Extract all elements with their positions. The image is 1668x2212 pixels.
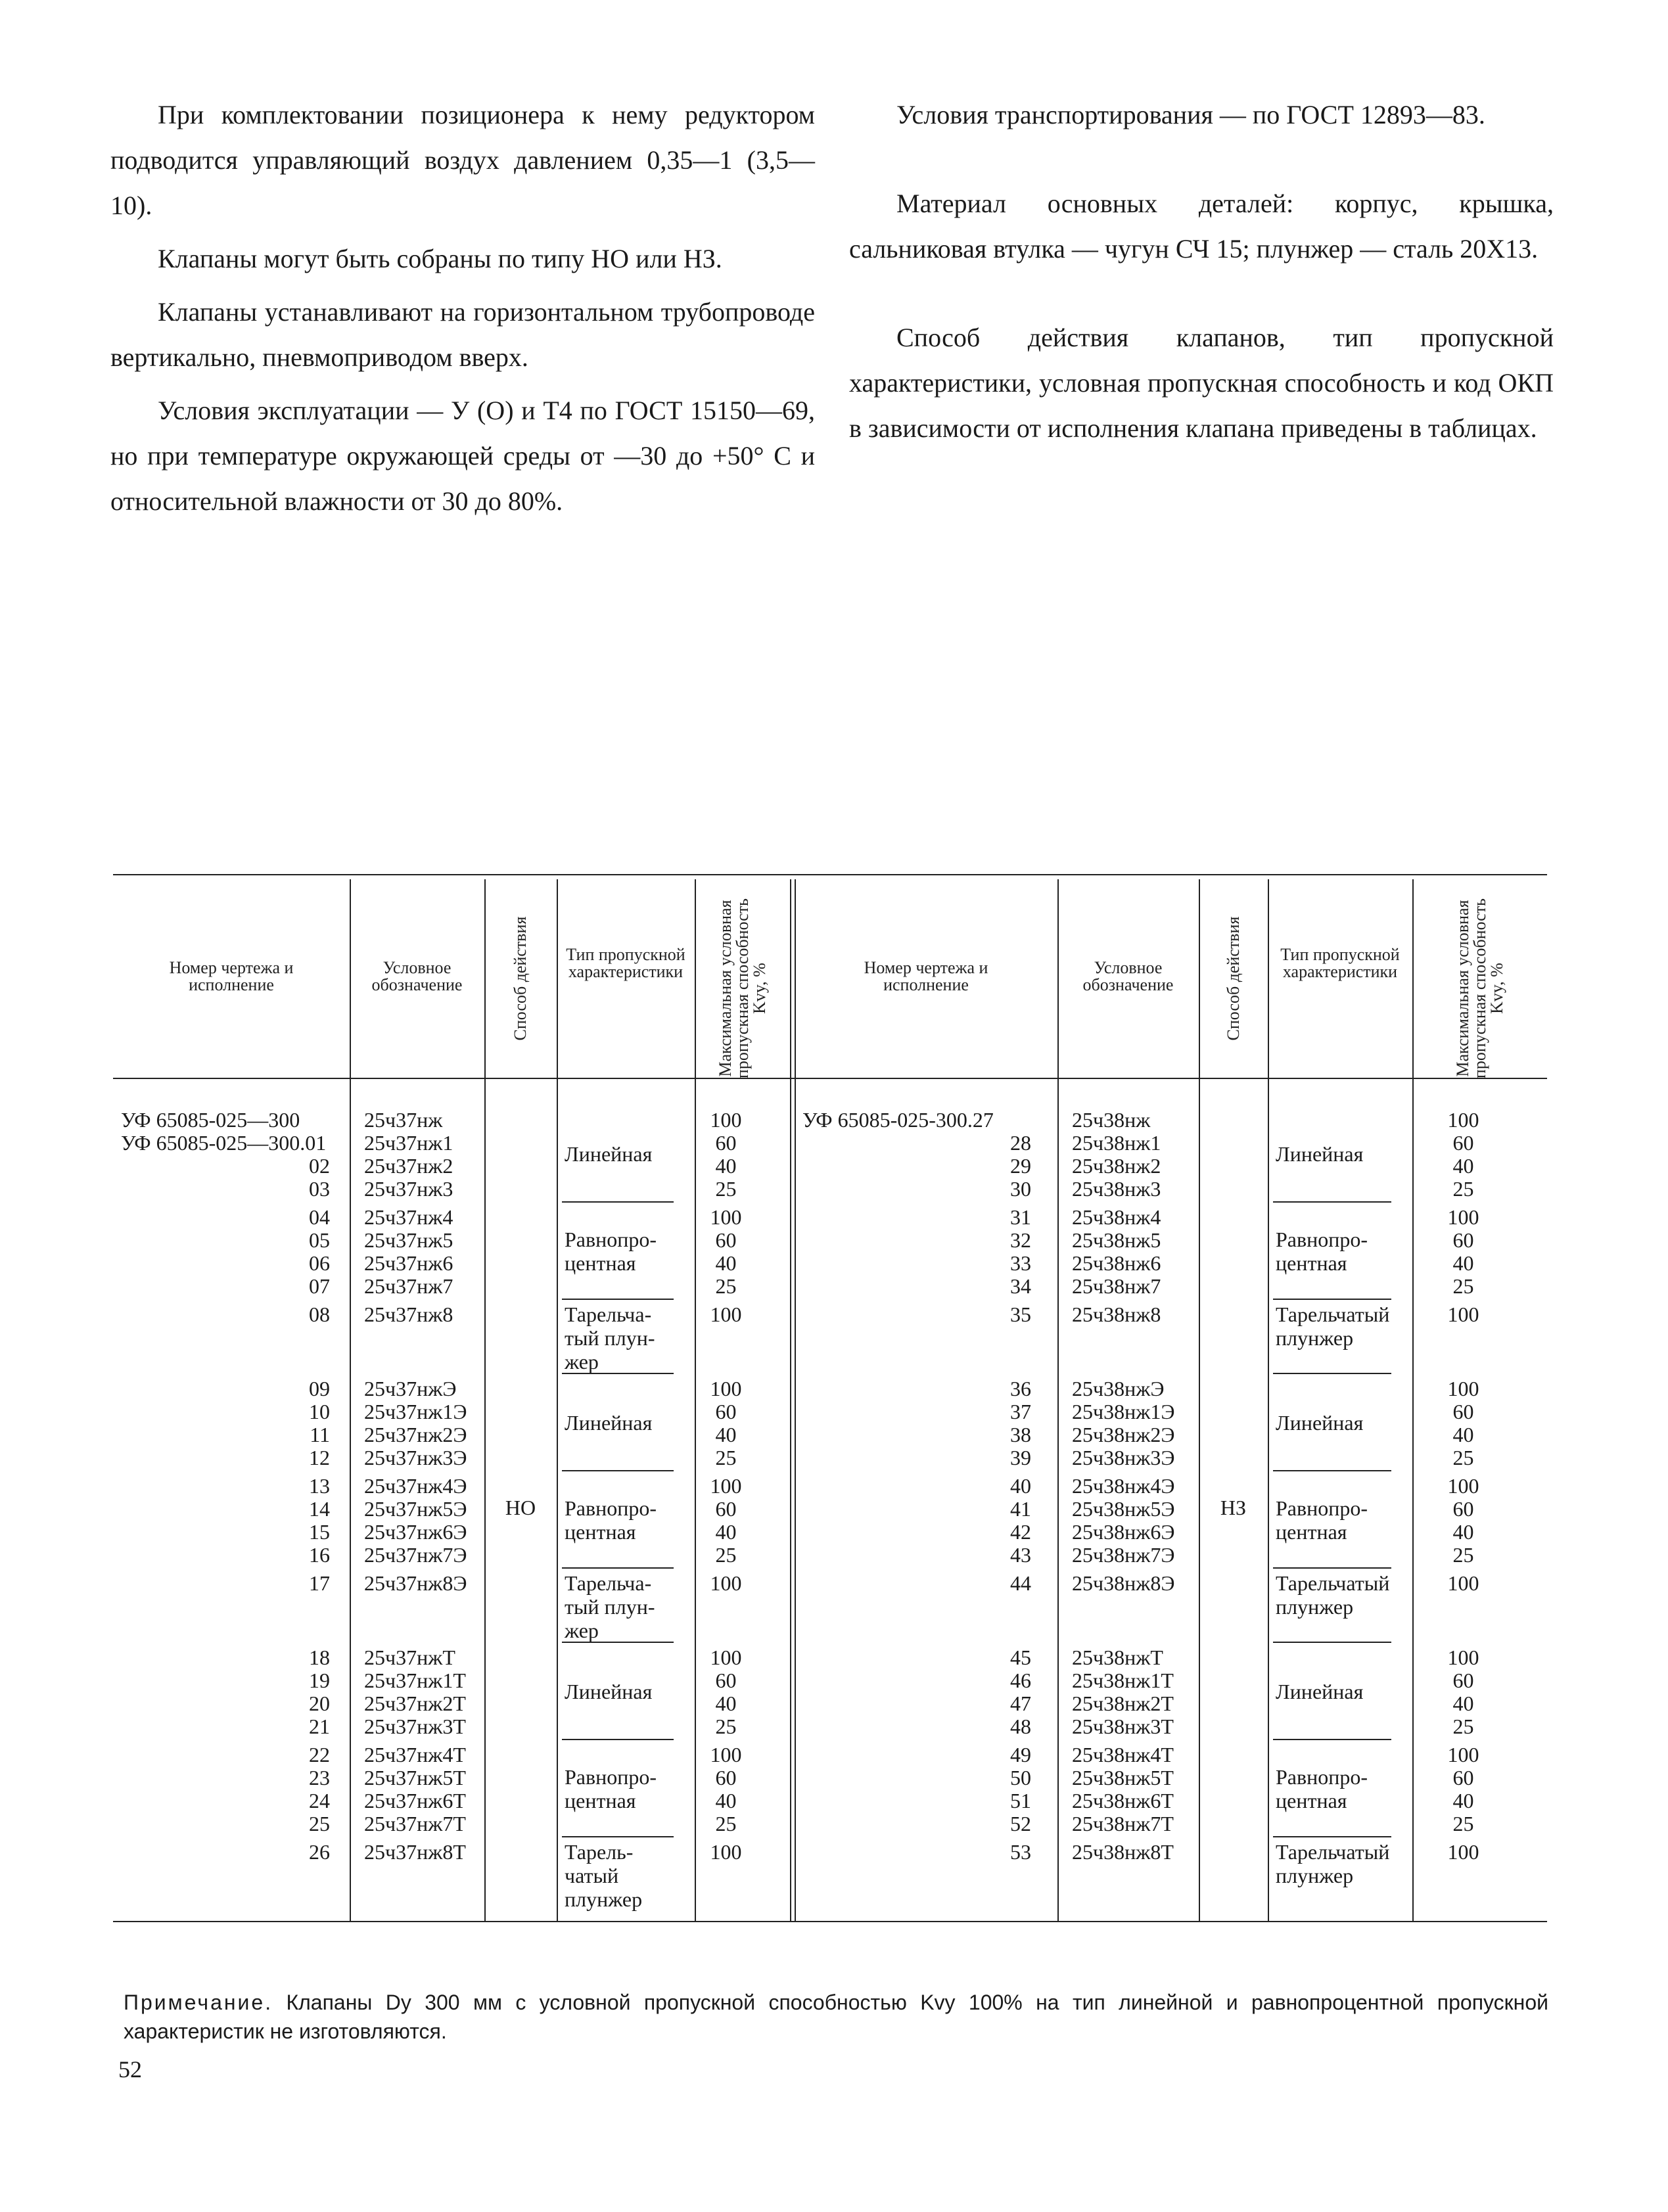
left-drawing-cell: 22 [309,1743,330,1766]
left-char-type-cell: Линейная [565,1411,653,1435]
left-drawing-cell: 23 [309,1766,330,1789]
right-designation-cell: 25ч38нжТ [1072,1646,1163,1669]
left-capacity-cell: 100 [710,1474,742,1498]
left-char-type-cell: Тарельчатый плунжер [565,1840,643,1911]
right-designation-cell: 25ч38нж2Т [1072,1692,1174,1715]
left-designation-cell: 25ч37нж8Т [364,1840,466,1864]
left-char-type-cell: Линейная [565,1142,653,1166]
right-designation-cell: 25ч38нж3Э [1072,1446,1175,1469]
right-capacity-cell: 100 [1447,1474,1479,1498]
left-char-type-cell: Линейная [565,1680,653,1703]
right-text-column [849,92,1554,494]
right-designation-cell: 25ч38нж7 [1072,1274,1161,1298]
right-capacity-cell: 25 [1452,1446,1474,1469]
right-capacity-cell: 60 [1452,1400,1474,1423]
right-designation-cell: 25ч38нж2Э [1072,1423,1175,1446]
left-group-separator [562,1299,674,1300]
right-capacity-cell: 100 [1447,1377,1479,1400]
right-capacity-cell: 60 [1452,1669,1474,1692]
left-designation-cell: 25ч37нж2Э [364,1423,467,1446]
left-designation-cell: 25ч37нж6Э [364,1520,467,1544]
paragraph: При комплектовании позиционера к нему редуктором подводится управляющий воздух давлением 0,35—1 (3,5—10). [110,100,815,220]
right-drawing-cell: 52 [1010,1812,1031,1835]
left-capacity-cell: 40 [715,1423,737,1446]
left-drawing-cell: 07 [309,1274,330,1298]
right-char-type-cell: Равнопроцентная [1276,1765,1368,1812]
left-capacity-cell: 40 [715,1154,737,1178]
left-capacity-cell: 40 [715,1789,737,1812]
middle-divider [790,879,791,1921]
right-drawing-cell: 41 [1010,1497,1031,1521]
left-capacity-cell: 100 [710,1743,742,1766]
right-designation-cell: 25ч38нж4Т [1072,1743,1174,1766]
right-drawing-cell: 34 [1010,1274,1031,1298]
left-group-separator [562,1836,674,1837]
right-capacity-cell: 40 [1452,1789,1474,1812]
right-capacity-cell: 100 [1447,1302,1479,1326]
left-designation-cell: 25ч37нж6Т [364,1789,466,1812]
left-group-separator [562,1739,674,1740]
right-drawing-cell: 32 [1010,1228,1031,1252]
right-drawing-cell: 30 [1010,1177,1031,1201]
left-column-rule [557,879,558,1921]
right-designation-cell: 25ч38нж7Э [1072,1543,1175,1567]
left-designation-cell: 25ч37нж1Т [364,1669,466,1692]
right-group-separator [1273,1739,1391,1740]
right-char-type-cell: Тарельчатый плунжер [1276,1840,1390,1887]
left-capacity-cell: 100 [710,1377,742,1400]
left-capacity-cell: 40 [715,1692,737,1715]
right-designation-cell: 25ч38нжЭ [1072,1377,1165,1400]
right-designation-cell: 25ч38нж1 [1072,1131,1161,1155]
right-capacity-cell: 60 [1452,1766,1474,1789]
right-header-action: Способ действия [1223,916,1243,1041]
left-designation-cell: 25ч37нж5 [364,1228,453,1252]
right-char-type-cell: Тарельчатый плунжер [1276,1302,1390,1350]
left-drawing-cell: 10 [309,1400,330,1423]
right-drawing-cell: 40 [1010,1474,1031,1498]
right-drawing-cell: 53 [1010,1840,1031,1864]
left-capacity-cell: 25 [715,1446,737,1469]
right-column-rule [1199,879,1200,1921]
right-capacity-cell: 40 [1452,1520,1474,1544]
right-capacity-cell: 100 [1447,1743,1479,1766]
note-label: Примечание. [124,1991,273,2014]
left-designation-cell: 25ч37нж6 [364,1251,453,1275]
left-capacity-cell: 40 [715,1520,737,1544]
left-char-type-cell: Равнопроцентная [565,1228,657,1275]
left-drawing-cell: 13 [309,1474,330,1498]
right-designation-cell: 25ч38нж6 [1072,1251,1161,1275]
right-capacity-cell: 25 [1452,1274,1474,1298]
left-capacity-cell: 100 [710,1108,742,1132]
left-action-label: НО [505,1496,536,1519]
right-designation-cell: 25ч38нж8Э [1072,1571,1175,1595]
right-drawing-cell: 39 [1010,1446,1031,1469]
left-drawing-cell: 08 [309,1302,330,1326]
right-designation-cell: 25ч38нж1Т [1072,1669,1174,1692]
right-designation-cell: 25ч38нж6Т [1072,1789,1174,1812]
left-designation-cell: 25ч37нж7Э [364,1543,467,1567]
left-drawing-cell: 12 [309,1446,330,1469]
left-designation-cell: 25ч37нж [364,1108,443,1132]
left-char-type-cell: Тарельчатый плунжер [565,1302,655,1373]
right-capacity-cell: 40 [1452,1251,1474,1275]
left-designation-cell: 25ч37нж4Т [364,1743,466,1766]
right-drawing-cell: 29 [1010,1154,1031,1178]
left-drawing-cell: 20 [309,1692,330,1715]
left-header-designation: Условное обозначение [371,958,463,994]
right-header-capacity: Максимальная условная пропускная способность Kvy, % [1452,898,1506,1079]
left-designation-cell: 25ч37нж4 [364,1205,453,1229]
right-capacity-cell: 25 [1452,1715,1474,1738]
left-drawing-cell: 09 [309,1377,330,1400]
left-text-column [110,92,815,532]
left-char-type-cell: Равнопроцентная [565,1765,657,1812]
table-top-rule [113,874,1547,875]
left-drawing-cell: УФ 65085-025—300 [121,1108,300,1132]
right-designation-cell: 25ч38нж1Э [1072,1400,1175,1423]
left-capacity-cell: 60 [715,1766,737,1789]
right-designation-cell: 25ч38нж5Т [1072,1766,1174,1789]
right-char-type-cell: Тарельчатый плунжер [1276,1571,1390,1619]
left-header-action: Способ действия [511,916,530,1041]
left-drawing-cell: 02 [309,1154,330,1178]
left-capacity-cell: 100 [710,1840,742,1864]
right-capacity-cell: 40 [1452,1692,1474,1715]
left-char-type-cell: Тарельчатый плунжер [565,1571,655,1642]
right-char-type-cell: Линейная [1276,1411,1364,1435]
left-header-drawing: Номер чертежа и исполнение [169,958,294,994]
left-designation-cell: 25ч37нж3Т [364,1715,466,1738]
left-capacity-cell: 25 [715,1543,737,1567]
paragraph: Условия транспортирования — по ГОСТ 12893—83. [896,100,1485,129]
left-char-type-cell: Равнопроцентная [565,1496,657,1544]
left-capacity-cell: 25 [715,1177,737,1201]
left-designation-cell: 25ч37нжТ [364,1646,455,1669]
right-action-label: НЗ [1220,1496,1247,1519]
left-designation-cell: 25ч37нж1Э [364,1400,467,1423]
right-designation-cell: 25ч38нж5Э [1072,1497,1175,1521]
header-rule [113,1078,1547,1079]
paragraph: Способ действия клапанов, тип пропускной характеристики, условная пропускная способность и код ОКП в зависимости от исполнения клапана приведены в таблицах. [849,323,1554,443]
right-capacity-cell: 40 [1452,1423,1474,1446]
right-group-separator [1273,1299,1391,1300]
left-designation-cell: 25ч37нж3 [364,1177,453,1201]
left-designation-cell: 25ч37нж2Т [364,1692,466,1715]
left-drawing-cell: 03 [309,1177,330,1201]
left-designation-cell: 25ч37нж1 [364,1131,453,1155]
right-capacity-cell: 25 [1452,1812,1474,1835]
right-drawing-cell: 45 [1010,1646,1031,1669]
right-drawing-cell: 31 [1010,1205,1031,1229]
right-designation-cell: 25ч38нж5 [1072,1228,1161,1252]
paragraph: Условия эксплуатации — У (О) и Т4 по ГОСТ 15150—69, но при температуре окружающей среды от —30 до +50° С и относительной влажности от 30 до 80%. [110,396,815,516]
right-column-rule [1057,879,1059,1921]
right-char-type-cell: Линейная [1276,1680,1364,1703]
note-text: Клапаны Dy 300 мм с условной пропускной способностью Kvy 100% на тип линейной и равнопроцентной пропускной характеристик не изготовляются. [124,1991,1548,2043]
left-designation-cell: 25ч37нж7Т [364,1812,466,1835]
right-header-char-type: Тип пропускной характеристики [1280,945,1400,981]
left-drawing-cell: 21 [309,1715,330,1738]
left-designation-cell: 25ч37нж8Э [364,1571,467,1595]
left-drawing-cell: 05 [309,1228,330,1252]
left-drawing-cell: 14 [309,1497,330,1521]
right-capacity-cell: 25 [1452,1543,1474,1567]
right-designation-cell: 25ч38нж8Т [1072,1840,1174,1864]
right-capacity-cell: 100 [1447,1205,1479,1229]
right-capacity-cell: 100 [1447,1108,1479,1132]
left-drawing-cell: 11 [310,1423,330,1446]
right-drawing-cell: 48 [1010,1715,1031,1738]
left-drawing-cell: 17 [309,1571,330,1595]
right-designation-cell: 25ч38нж6Э [1072,1520,1175,1544]
right-designation-cell: 25ч38нж [1072,1108,1151,1132]
left-drawing-cell: 24 [309,1789,330,1812]
right-group-separator [1273,1470,1391,1471]
right-capacity-cell: 60 [1452,1228,1474,1252]
right-drawing-cell: 47 [1010,1692,1031,1715]
right-column-rule [1268,879,1269,1921]
left-capacity-cell: 60 [715,1228,737,1252]
left-capacity-cell: 40 [715,1251,737,1275]
right-group-separator [1273,1836,1391,1837]
right-drawing-cell: 42 [1010,1520,1031,1544]
left-designation-cell: 25ч37нж2 [364,1154,453,1178]
left-group-separator [562,1373,674,1374]
table-note [124,1988,1548,2046]
right-designation-cell: 25ч38нж3Т [1072,1715,1174,1738]
right-drawing-cell: 33 [1010,1251,1031,1275]
left-designation-cell: 25ч37нж4Э [364,1474,467,1498]
left-designation-cell: 25ч37нжЭ [364,1377,457,1400]
left-column-rule [484,879,486,1921]
right-group-separator [1273,1373,1391,1374]
paragraph: Клапаны могут быть собраны по типу НО или НЗ. [158,244,722,273]
left-capacity-cell: 60 [715,1497,737,1521]
right-header-drawing: Номер чертежа и исполнение [864,958,988,994]
left-capacity-cell: 100 [710,1302,742,1326]
left-drawing-cell: 16 [309,1543,330,1567]
right-designation-cell: 25ч38нж8 [1072,1302,1161,1326]
right-drawing-cell: 51 [1010,1789,1031,1812]
right-drawing-cell: 49 [1010,1743,1031,1766]
right-char-type-cell: Равнопроцентная [1276,1496,1368,1544]
valve-table [113,874,1547,1927]
left-capacity-cell: 25 [715,1715,737,1738]
left-drawing-cell: 04 [309,1205,330,1229]
left-group-separator [562,1470,674,1471]
left-capacity-cell: 100 [710,1205,742,1229]
right-drawing-cell: 44 [1010,1571,1031,1595]
right-drawing-cell: 28 [1010,1131,1031,1155]
left-group-separator [562,1567,674,1569]
paragraph: Материал основных деталей: корпус, крышка, сальниковая втулка — чугун СЧ 15; плунжер — сталь 20Х13. [849,189,1554,264]
right-group-separator [1273,1567,1391,1569]
left-group-separator [562,1642,674,1643]
right-drawing-cell: 36 [1010,1377,1031,1400]
left-designation-cell: 25ч37нж7 [364,1274,453,1298]
right-drawing-cell: 43 [1010,1543,1031,1567]
left-group-separator [562,1201,674,1203]
right-drawing-cell: 50 [1010,1766,1031,1789]
left-designation-cell: 25ч37нж3Э [364,1446,467,1469]
right-designation-cell: 25ч38нж4Э [1072,1474,1175,1498]
right-designation-cell: 25ч38нж7Т [1072,1812,1174,1835]
right-capacity-cell: 60 [1452,1131,1474,1155]
left-drawing-cell: 25 [309,1812,330,1835]
right-capacity-cell: 100 [1447,1571,1479,1595]
right-char-type-cell: Линейная [1276,1142,1364,1166]
right-drawing-cell: УФ 65085-025-300.27 [802,1108,994,1132]
right-group-separator [1273,1642,1391,1643]
right-capacity-cell: 60 [1452,1497,1474,1521]
right-group-separator [1273,1201,1391,1203]
left-capacity-cell: 60 [715,1131,737,1155]
left-capacity-cell: 25 [715,1274,737,1298]
left-capacity-cell: 100 [710,1646,742,1669]
left-column-rule [350,879,351,1921]
right-drawing-cell: 46 [1010,1669,1031,1692]
left-drawing-cell: 15 [309,1520,330,1544]
left-capacity-cell: 60 [715,1669,737,1692]
table-bottom-rule [113,1921,1547,1922]
right-capacity-cell: 100 [1447,1646,1479,1669]
left-capacity-cell: 60 [715,1400,737,1423]
left-drawing-cell: 18 [309,1646,330,1669]
right-drawing-cell: 37 [1010,1400,1031,1423]
left-header-capacity: Максимальная условная пропускная способность Kvy, % [715,898,769,1079]
left-drawing-cell: УФ 65085-025—300.01 [121,1131,327,1155]
right-capacity-cell: 40 [1452,1154,1474,1178]
left-header-char-type: Тип пропускной характеристики [566,945,685,981]
paragraph: Клапаны устанавливают на горизонтальном трубопроводе вертикально, пневмоприводом вверх. [110,297,815,372]
left-drawing-cell: 06 [309,1251,330,1275]
left-drawing-cell: 19 [309,1669,330,1692]
left-capacity-cell: 25 [715,1812,737,1835]
right-capacity-cell: 25 [1452,1177,1474,1201]
right-char-type-cell: Равнопроцентная [1276,1228,1368,1275]
right-drawing-cell: 35 [1010,1302,1031,1326]
right-designation-cell: 25ч38нж2 [1072,1154,1161,1178]
left-designation-cell: 25ч37нж5Т [364,1766,466,1789]
right-drawing-cell: 38 [1010,1423,1031,1446]
right-capacity-cell: 100 [1447,1840,1479,1864]
right-designation-cell: 25ч38нж3 [1072,1177,1161,1201]
page-number: 52 [118,2056,142,2083]
right-header-designation: Условное обозначение [1082,958,1174,994]
left-designation-cell: 25ч37нж8 [364,1302,453,1326]
left-designation-cell: 25ч37нж5Э [364,1497,467,1521]
left-capacity-cell: 100 [710,1571,742,1595]
right-designation-cell: 25ч38нж4 [1072,1205,1161,1229]
left-drawing-cell: 26 [309,1840,330,1864]
